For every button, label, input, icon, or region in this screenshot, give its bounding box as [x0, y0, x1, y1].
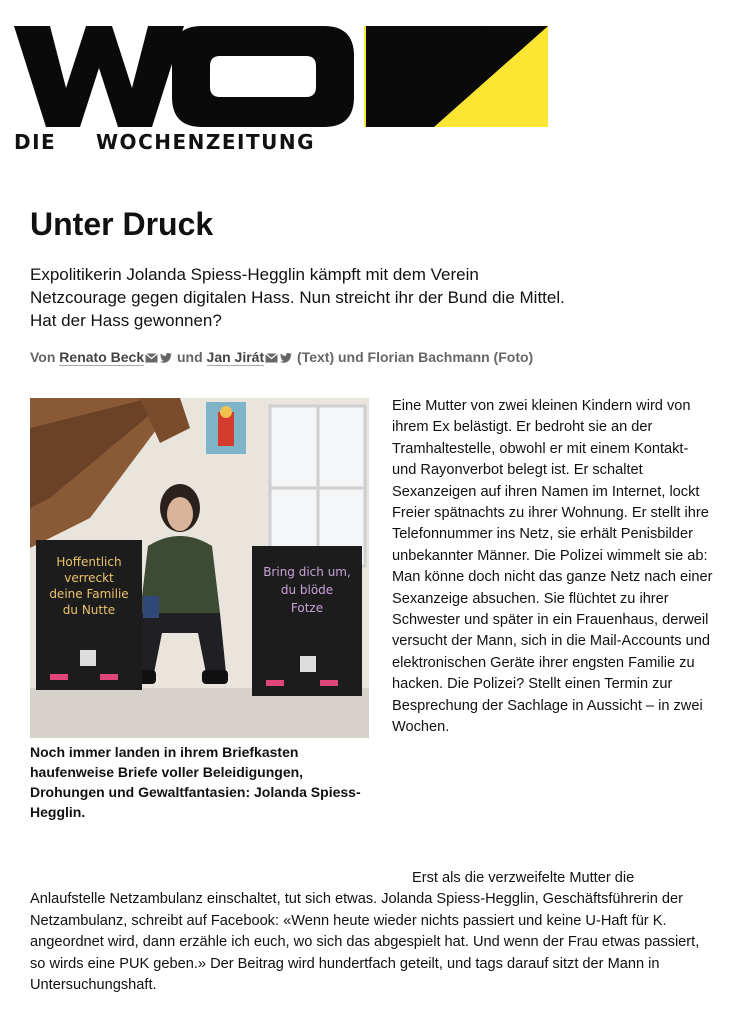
author-link-1[interactable]: Renato Beck: [59, 349, 145, 365]
byline-suffix: (Text) und Florian Bachmann (Foto): [297, 349, 534, 365]
article-lead: Expolitikerin Jolanda Spiess-Hegglin kämpft mit dem Verein Netzcourage gegen digitalen Hass. Nun streicht ihr der Bund die Mittel. Hat der Hass gewonnen?: [30, 265, 565, 330]
article-paragraph-1: Eine Mutter von zwei kleinen Kindern wird von ihrem Ex belästigt. Er bedroht sie an der Tramhaltestelle, obwohl er mit einem Kontakt- und Rayonverbot belegt ist. Er schaltet Sexanzeigen auf ihren Namen im Internet, lockt Freier spätnachts zu ihrer Wohnung. Er stellt ihre Telefonnummer ins Netz, sie erhält Penisbilder unbekannter Männer. Die Polizei wimmelt sie ab: Man könne doch nicht das ganze Netz nach einer Sexanzeige absuchen. Sie flüchtet zu ihrer Schwester und später in ein Frauenhaus, derweil versucht der Mann, sich in die Mail-Accounts und elektronischen Geräte ihrer engsten Familie zu hacken. Die Polizei? Stellt einen Termin zur Besprechung der Sachlage in Aussicht – in zwei Wochen.: [392, 398, 713, 736]
sign-left-line-3: deine Familie: [49, 587, 129, 601]
sign-left-line-1: Hoffentlich: [56, 555, 122, 569]
photo-illustration: [30, 398, 369, 738]
byline: [30, 349, 533, 366]
sign-left-line-4: du Nutte: [62, 603, 116, 617]
author-link-2[interactable]: Jan Jirát: [206, 349, 265, 365]
byline-connector: und: [177, 349, 203, 365]
byline-prefix: Von: [30, 349, 56, 365]
email-icon[interactable]: [265, 350, 278, 366]
article-title: Unter Druck: [30, 206, 214, 242]
article-paragraph-2: Erst als die verzweifelte Mutter die Anlaufstelle Netzambulanz einschaltet, tut sich etwas. Jolanda Spiess-Hegglin, Geschäftsführerin der Netzambulanz, schreibt auf Facebook: «Wenn heute wieder nichts passiert und keine U-Haft für K. angeordnet wird, dann erzähle ich euch, wo sich das abgespielt hat. Und wenn der Frau etwas passiert, so wirds eine PUK geben.» Der Beitrag wird hundertfach geteilt, und tags darauf sitzt der Mann in Untersuchungshaft.: [30, 870, 700, 994]
logo-wordmark: [14, 26, 548, 127]
sign-left-line-2: verreckt: [64, 571, 114, 585]
tagline-wochenzeitung: WOCHENZEITUNG: [96, 130, 316, 154]
tagline-die: DIE: [14, 130, 57, 154]
photo-caption: Noch immer landen in ihrem Briefkasten haufenweise Briefe voller Beleidigungen, Drohungen und Gewaltfantasien: Jolanda Spiess-Hegglin.: [30, 744, 361, 820]
woz-logo[interactable]: [14, 26, 548, 127]
sign-right-line-3: Fotze: [290, 601, 324, 615]
sign-right-line-2: du blöde: [280, 583, 334, 597]
email-icon[interactable]: [145, 350, 158, 366]
twitter-icon[interactable]: [280, 350, 292, 366]
article-photo[interactable]: [30, 398, 369, 738]
sign-right-line-1: Bring dich um,: [263, 565, 351, 579]
twitter-icon[interactable]: [160, 350, 172, 366]
logo-tagline: [14, 130, 554, 154]
